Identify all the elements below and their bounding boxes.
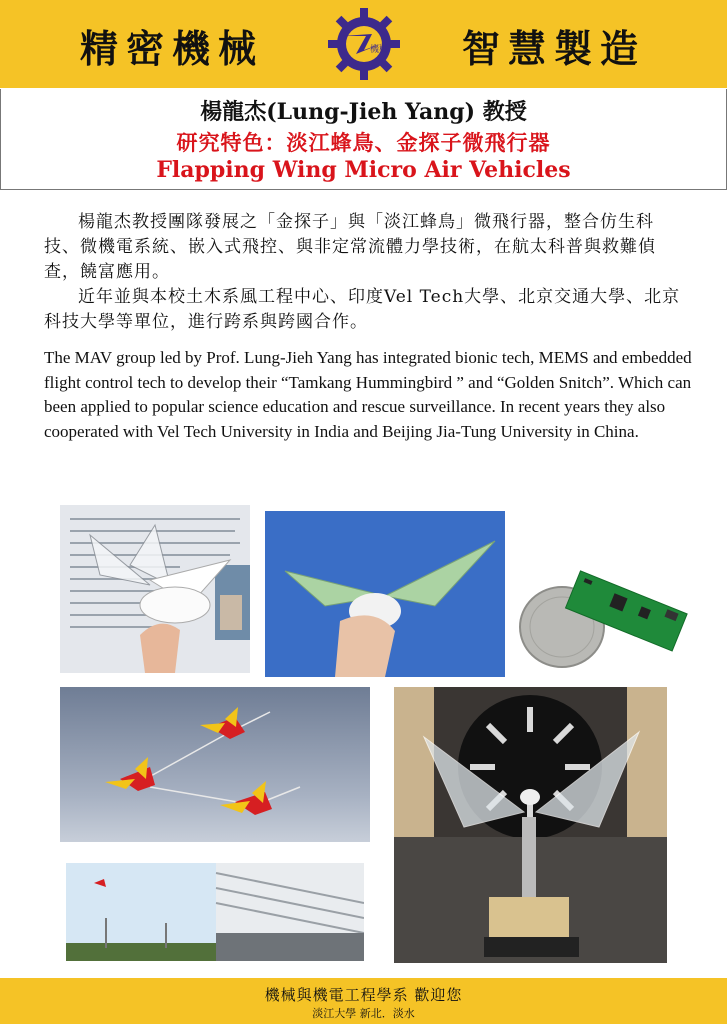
photo-handheld-mav — [60, 505, 250, 673]
research-feature-zh: 研究特色：淡江蜂鳥、金探子微飛行器 — [176, 130, 551, 155]
photo-wind-tunnel — [394, 687, 667, 963]
photo-bird-formation — [60, 687, 370, 842]
header-right-title: 智慧製造 — [462, 26, 647, 71]
body-zh-paragraph-1: 楊龍杰教授團隊發展之「金探子」與「淡江蜂鳥」微飛行器，整合仿生科技、微機電系統、嵌入式飛控、與非定常流體力學技術，在航太科普與救難偵查，饒富應用。 — [44, 212, 656, 282]
footer-banner — [0, 978, 727, 1024]
photo-hummingbird-blue — [265, 511, 505, 677]
body-english: The MAV group led by Prof. Lung-Jieh Yang has integrated bionic tech, MEMS and embedded flight control tech to develop their “Tamkang Hummingbird ” and “Golden Snitch”. Which can been applied to popular science education and rescue surveillance. In recent years they also cooperated with Vel Tech University in India and Beijing Jia-Tung University in China. — [44, 348, 692, 441]
footer-school: 淡江大學 新北．淡水 — [312, 1007, 415, 1020]
photo-flight-test — [66, 863, 364, 961]
body-zh-paragraph-2: 近年並與本校土木系風工程中心、印度Vel Tech大學、北京交通大學、北京科技大學等單位，進行跨系與跨國合作。 — [44, 287, 681, 332]
research-feature-en: Flapping Wing Micro Air Vehicles — [156, 157, 571, 183]
header-left-title: 精密機械 — [80, 26, 265, 71]
professor-name: 楊龍杰(Lung-Jieh Yang) 教授 — [200, 99, 527, 125]
photo-flight-board-coin — [514, 565, 696, 670]
footer-department: 機械與機電工程學系 歡迎您 — [264, 986, 463, 1004]
header-banner — [0, 0, 727, 88]
logo-text: 機械 — [370, 45, 389, 55]
title-box — [0, 89, 727, 190]
department-logo — [326, 6, 402, 82]
body-chinese — [44, 210, 684, 335]
